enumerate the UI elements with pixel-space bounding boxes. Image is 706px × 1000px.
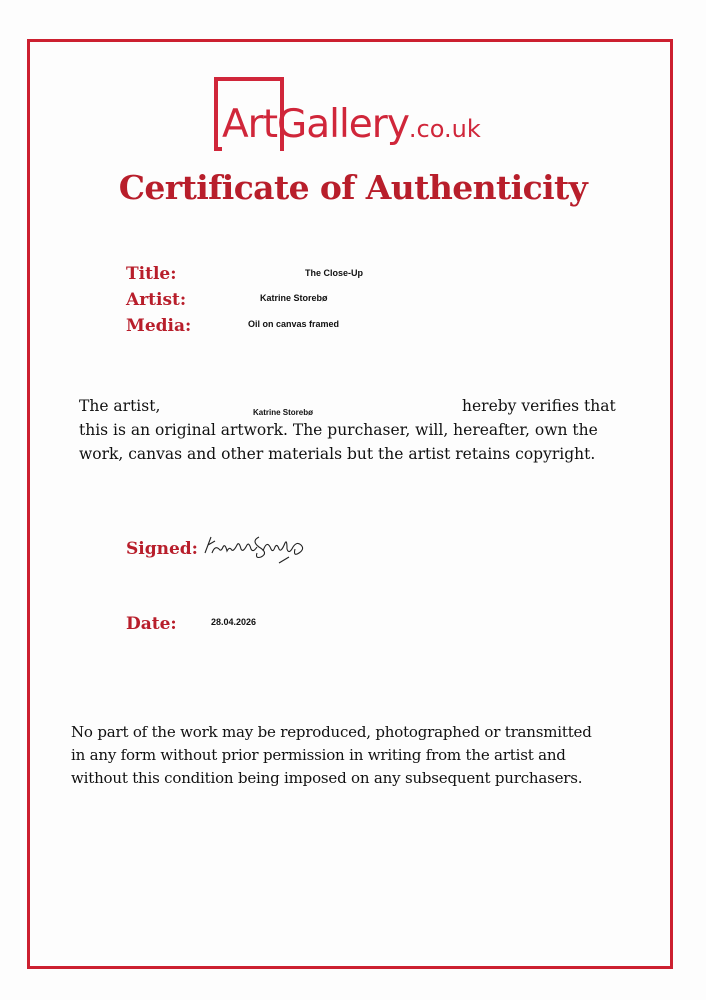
verification-line-3: work, canvas and other materials but the artist retains copyright. — [79, 445, 596, 463]
title-value: The Close-Up — [305, 268, 364, 278]
verification-line-1 — [79, 394, 616, 418]
logo-word-art: Art — [222, 102, 278, 147]
verification-start: The artist, — [79, 397, 161, 415]
date-value: 28.04.2026 — [211, 617, 257, 627]
certificate-title: Certificate of Authenticity — [118, 168, 588, 207]
media-value: Oil on canvas framed — [248, 319, 340, 329]
artist-value: Katrine Storebø — [260, 293, 328, 303]
copyright-notice — [71, 721, 592, 790]
logo-word-gallery: Gallery — [277, 102, 409, 147]
signed-label: Signed: — [126, 539, 198, 559]
artist-label: Artist: — [126, 290, 187, 310]
title-label: Title: — [126, 264, 177, 284]
notice-line-2: in any form without prior permission in writing from the artist and — [71, 746, 566, 764]
artgallery-logo — [214, 77, 514, 157]
date-label: Date: — [126, 614, 177, 634]
logo-wordmark — [222, 103, 481, 151]
verification-end: hereby verifies that — [462, 397, 616, 415]
logo-domain: .co.uk — [408, 115, 481, 143]
media-label: Media: — [126, 316, 192, 336]
verification-artist-name: Katrine Storebø — [253, 408, 314, 417]
verification-paragraph — [79, 394, 616, 466]
verification-line-2: this is an original artwork. The purchaser, will, hereafter, own the — [79, 421, 598, 439]
notice-line-1: No part of the work may be reproduced, photographed or transmitted — [71, 723, 592, 741]
notice-line-3: without this condition being imposed on any subsequent purchasers. — [71, 769, 583, 787]
signature-image — [203, 527, 313, 567]
